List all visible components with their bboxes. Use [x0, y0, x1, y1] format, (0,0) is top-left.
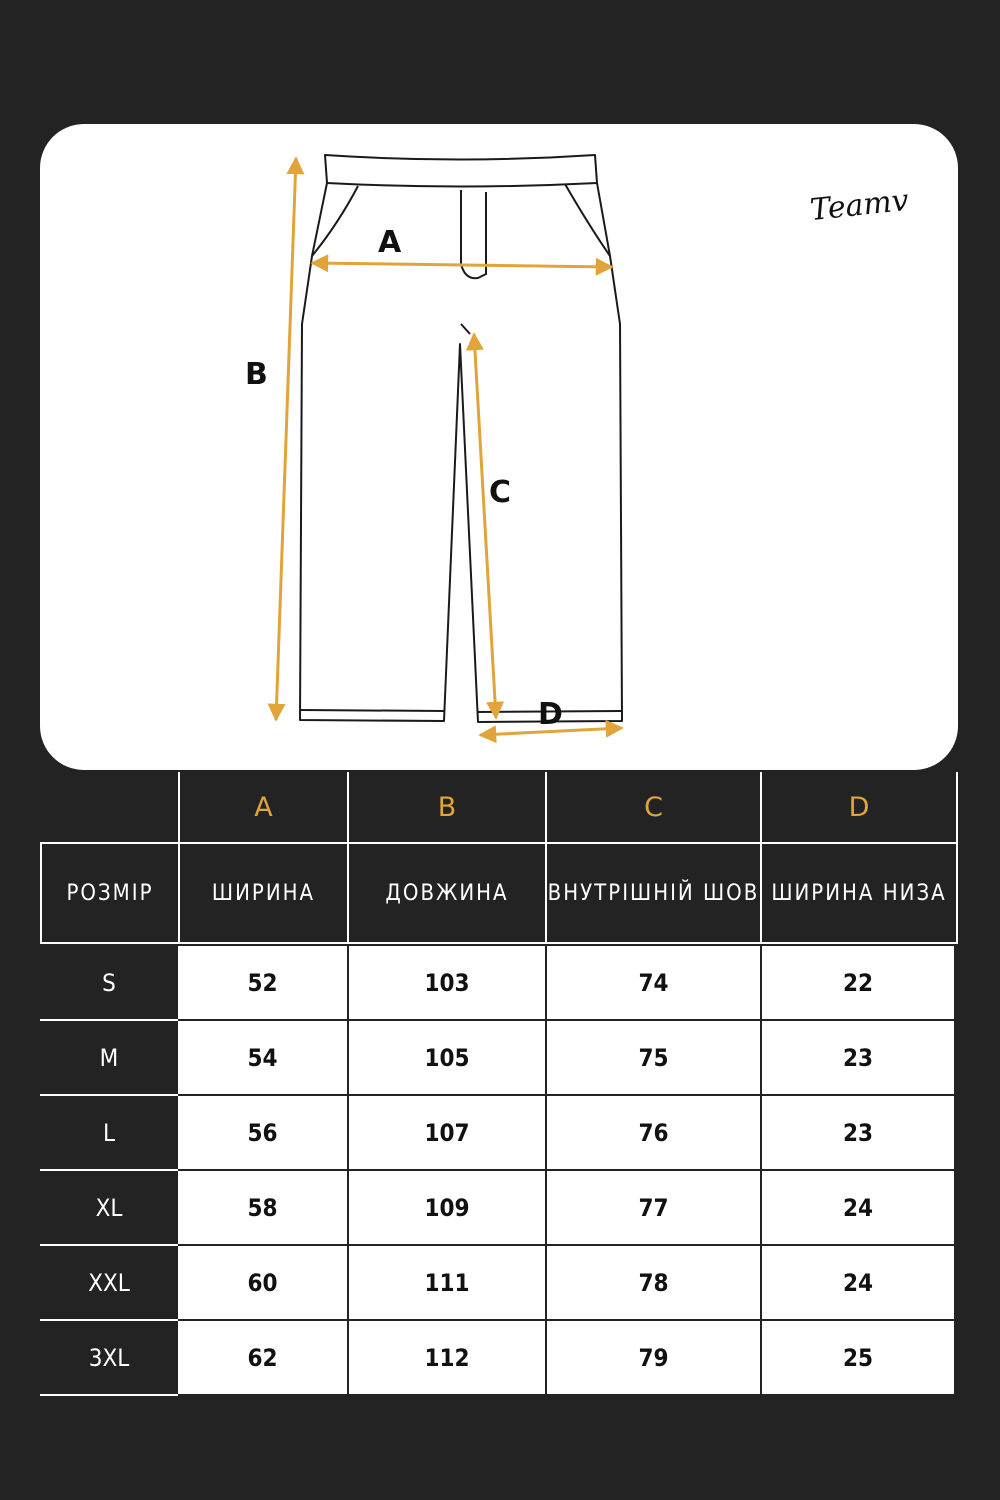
label-b: B	[245, 357, 268, 392]
value-cell: 58	[178, 1171, 349, 1246]
value-cell: 23	[762, 1021, 956, 1096]
header-hem-width: ШИРИНА НИЗА	[760, 842, 958, 944]
value-cell: 107	[349, 1096, 547, 1171]
value-cell: 22	[762, 946, 956, 1021]
value-cell: 54	[178, 1021, 349, 1096]
value-cell: 105	[349, 1021, 547, 1096]
label-a: A	[378, 225, 402, 260]
value-cell: 74	[547, 946, 762, 1021]
value-cell: 109	[349, 1171, 547, 1246]
value-cell: 24	[762, 1246, 956, 1321]
dimension-arrows	[276, 158, 622, 735]
letter-c: C	[545, 772, 762, 842]
size-label: 3XL	[40, 1321, 178, 1396]
size-label: XL	[40, 1171, 178, 1246]
letter-a: A	[178, 772, 349, 842]
brand-logo: Teamv	[808, 182, 911, 229]
value-cell: 62	[178, 1321, 349, 1396]
value-cell: 75	[547, 1021, 762, 1096]
size-label: S	[40, 946, 178, 1021]
value-cell: 52	[178, 946, 349, 1021]
value-cell: 111	[349, 1246, 547, 1321]
value-cell: 112	[349, 1321, 547, 1396]
header-width: ШИРИНА	[178, 842, 349, 944]
arrow-b	[276, 158, 296, 720]
header-inseam: ВНУТРІШНІЙ ШОВ	[545, 842, 762, 944]
value-cell: 24	[762, 1171, 956, 1246]
size-chart-table	[40, 772, 958, 1396]
value-cell: 60	[178, 1246, 349, 1321]
pants-diagram	[40, 124, 958, 770]
label-d: D	[538, 697, 563, 732]
arrow-c	[474, 334, 496, 718]
size-label: XXL	[40, 1246, 178, 1321]
arrow-a	[312, 263, 612, 267]
letter-b: B	[347, 772, 547, 842]
value-cell: 79	[547, 1321, 762, 1396]
value-cell: 23	[762, 1096, 956, 1171]
letter-d: D	[760, 772, 958, 842]
header-length: ДОВЖИНА	[347, 842, 547, 944]
header-size: РОЗМІР	[40, 842, 180, 944]
value-cell: 103	[349, 946, 547, 1021]
size-label: M	[40, 1021, 178, 1096]
pants-illustration	[40, 124, 958, 770]
size-label: L	[40, 1096, 178, 1171]
label-c: C	[489, 475, 512, 510]
value-cell: 56	[178, 1096, 349, 1171]
pants-outline	[300, 155, 622, 722]
value-cell: 25	[762, 1321, 956, 1396]
value-cell: 77	[547, 1171, 762, 1246]
value-cell: 76	[547, 1096, 762, 1171]
value-cell: 78	[547, 1246, 762, 1321]
